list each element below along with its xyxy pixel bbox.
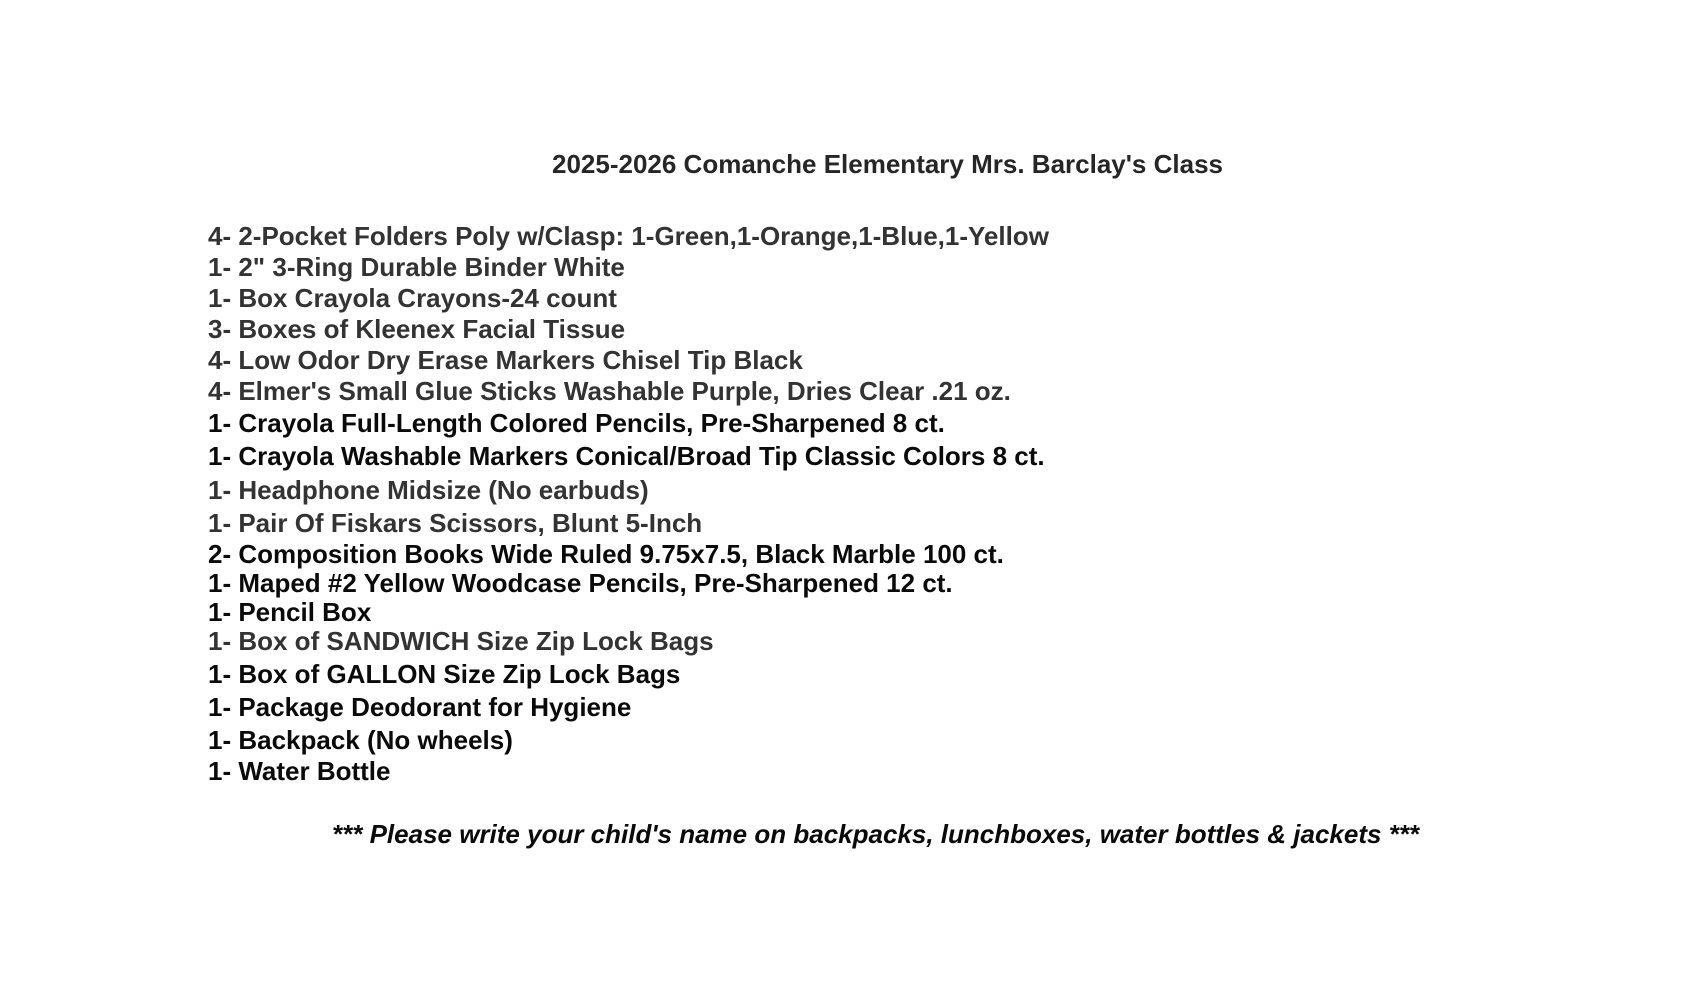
page-title: 2025-2026 Comanche Elementary Mrs. Barclay's Class — [552, 149, 1223, 179]
supply-item-binder: 1- 2" 3-Ring Durable Binder White — [208, 252, 625, 282]
supply-item-deodorant: 1- Package Deodorant for Hygiene — [208, 692, 632, 722]
supply-item-backpack: 1- Backpack (No wheels) — [208, 725, 513, 755]
supply-item-water-bottle: 1- Water Bottle — [208, 756, 391, 786]
name-reminder-note: *** Please write your child's name on backpacks, lunchboxes, water bottles & jackets *** — [332, 819, 1420, 849]
supply-item-composition: 2- Composition Books Wide Ruled 9.75x7.5, Black Marble 100 ct. — [208, 539, 1004, 569]
supply-item-colored-pencils: 1- Crayola Full-Length Colored Pencils, Pre-Sharpened 8 ct. — [208, 408, 945, 438]
supply-item-gallon-bags: 1- Box of GALLON Size Zip Lock Bags — [208, 659, 681, 689]
supply-item-kleenex: 3- Boxes of Kleenex Facial Tissue — [208, 314, 626, 344]
supply-item-headphones: 1- Headphone Midsize (No earbuds) — [208, 475, 649, 505]
supply-item-scissors: 1- Pair Of Fiskars Scissors, Blunt 5-Inch — [208, 508, 703, 538]
supply-item-glue-sticks: 4- Elmer's Small Glue Sticks Washable Purple, Dries Clear .21 oz. — [208, 376, 1011, 406]
supply-item-pencil-box: 1- Pencil Box — [208, 597, 372, 627]
supply-item-pencils: 1- Maped #2 Yellow Woodcase Pencils, Pre-Sharpened 12 ct. — [208, 568, 953, 598]
supply-item-folders: 4- 2-Pocket Folders Poly w/Clasp: 1-Green,1-Orange,1-Blue,1-Yellow — [208, 221, 1049, 251]
supply-item-crayons: 1- Box Crayola Crayons-24 count — [208, 283, 617, 313]
supply-item-markers: 1- Crayola Washable Markers Conical/Broad Tip Classic Colors 8 ct. — [208, 441, 1045, 471]
supply-item-sandwich-bags: 1- Box of SANDWICH Size Zip Lock Bags — [208, 626, 714, 656]
supply-item-dry-erase: 4- Low Odor Dry Erase Markers Chisel Tip Black — [208, 345, 803, 375]
